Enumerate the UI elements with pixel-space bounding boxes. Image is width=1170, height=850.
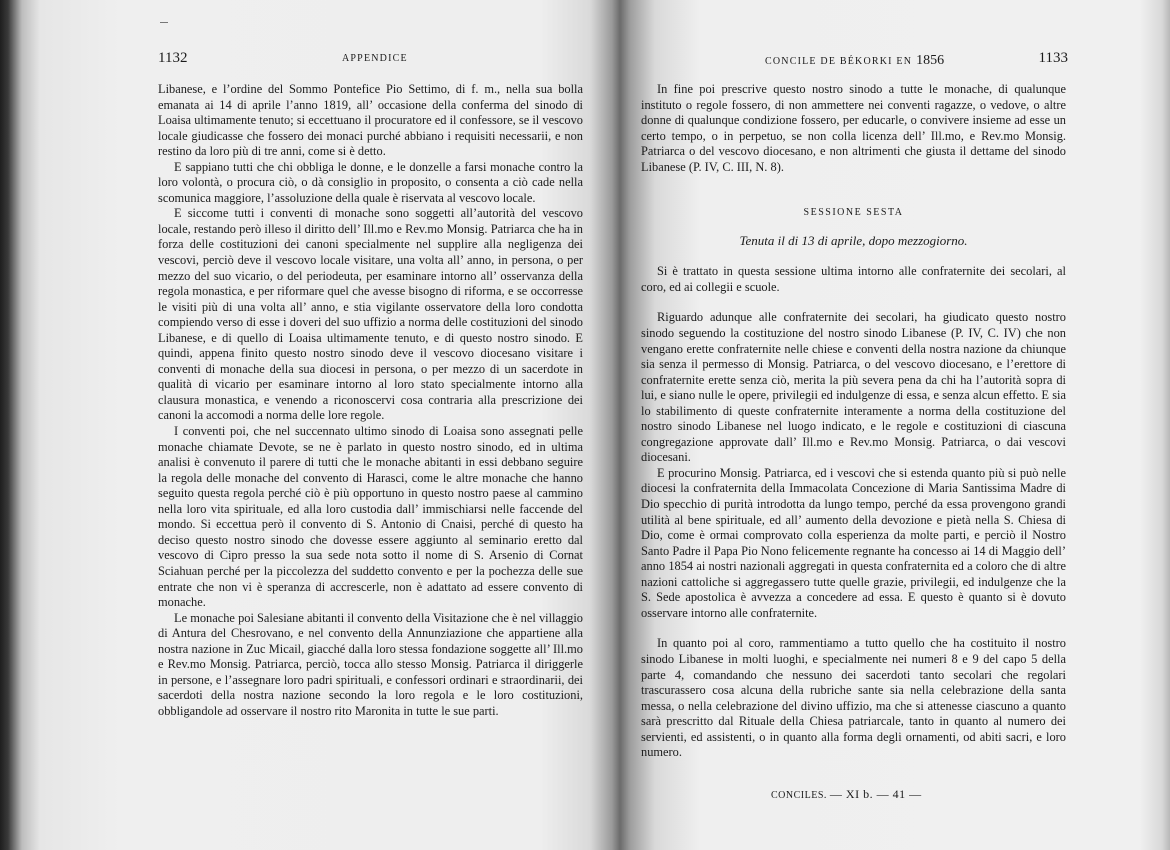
right-page-body: [641, 82, 1066, 761]
right-paragraph-3: E procurino Monsig. Patriarca, ed i vescovi che si estenda quanto più si può nelle diocesi la confraternita della Immacolata Concezione di Maria Santissima Madre di Dio specchio di purità introdotta da lungo tempo, perché da essa provengono grandi utilità al bene spirituale, ed all’ aumento della devozione e pietà nella S. Chiesa di Dio, come è ormai comprovato colla esperienza da molte parti, e perciò il Nostro Santo Padre il Papa Pio Nono felicemente regnante ha concesso ai 14 di Maggio dell’ anno 1854 ai nostri nazionali aggregati in questa confraternita ed a coloro che di altre nazioni cattoliche si aggregassero tutte quelle grazie, privilegii, ed indulgenze che la S. Sede apostolica è avvezza a concedere ad essa. E questo è quanto si è dovuto osservare intorno alle confraternite.: [641, 465, 1066, 620]
left-paragraph-3: E siccome tutti i conventi di monache sono soggetti all’autorità del vescovo locale, restando però illeso il diritto dell’ Ill.mo e Rev.mo Monsig. Patriarca che ha in forza delle costituzioni dei canoni specialmente nel supplire alla negligenza dei vescovi, perciò deve il vescovo locale visitare, una volta all’ anno, in persona, o per mezzo del suo vicario, o del periodeuta, per esaminare intorno all’ osservanza della regola monastica, e per riformare quel che avesse bisogno di riforma, e se occorresse le visiti più di una volta all’ anno, e stia vigilante osservatore della loro condotta compiendo verso di esse i doveri del suo uffizio a norma delle costituzioni del sinodo Libanese, e di quello di Loaisa ultimamente tenuto, e di questo nostro sinodo. E quindi, appena finito questo nostro sinodo deve il vescovo diocesano visitare i conventi di monache della sua diocesi in persona, o per mezzo di un sacerdote in qualità di vicario per esaminare intorno al loro stato specialmente intorno alla clausura monastica, e venendo a riconoscervi cosa contraria alla prescrizione dei canoni la accomodi a norma delle lore regole.: [158, 206, 583, 423]
right-intro-paragraph: In fine poi prescrive questo nostro sinodo a tutte le monache, di qualunque instituto o regole fossero, di non ammettere nei conventi ragazze, o vedove, o altre donne di qualunque condizione fossero, per educarle, o convivere insieme ad esse un certo tempo, o in perpetuo, se non colla licenza dell’ Ill.mo, e Rev.mo Monsig. Patriarca o del vescovo diocesano, e non altrimenti che giusta il dettame del sinodo Libanese (P. IV, C. III, N. 8).: [641, 82, 1066, 174]
section-subtitle: Tenuta il di 13 di aprile, dopo mezzogiorno.: [739, 232, 968, 248]
section-title: SESSIONE SESTA: [803, 207, 904, 219]
left-paragraph-4: I conventi poi, che nel succennato ultimo sinodo di Loaisa sono assegnati pelle monache chiamate Devote, se ne è parlato in questo nostro sinodo, ed in ultima analisi è convenuto il parere di tutti che le monache abitanti in essi debbano seguire la regola delle monache del convento di Harasci, come le altre monache che hanno seguito questa regola perché ciò è più opportuno in questo nostro paese al cammino nella loro vita spirituale, ed alla loro custodia dall’ immischiarsi nelle faccende del mondo. Si eccettua però il convento di S. Antonio di Cnaisi, perché di questo ha deciso questo nostro sinodo che dovesse essere aggiunto al seminario eretto dal vescovo di Cipro presso la sua sede nota sotto il nome di S. Arsenio di Cornat Sciahuan perché per la piccolezza del suddetto convento e per la pochezza delle sue entrate che non vi è speranza di accrescerle, non è adattato ad essere convento di monache.: [158, 424, 583, 610]
footer-volume: — XI b. — 41 —: [829, 787, 922, 801]
left-page-header: [158, 50, 583, 72]
right-running-head: [765, 53, 944, 69]
page-footer: [771, 787, 922, 802]
right-page-number: 1133: [1038, 50, 1068, 66]
left-paragraph-2: E sappiano tutti che chi obbliga le donne, e le donzelle a farsi monache contro la loro volontà, o procura ciò, o dà consiglio in proposito, o consenta a ciò cade nella scomunica maggiore, l’assoluzione della quale è riservata al vescovo locale.: [158, 159, 583, 205]
left-page-body: [158, 82, 583, 719]
footer-label: CONCILES.: [771, 790, 827, 801]
running-head-title: CONCILE DE BÉKORKI EN: [765, 56, 913, 67]
right-paragraph-1: Si è trattato in questa sessione ultima intorno alle confraternite dei secolari, al coro, ed ai collegii e scuole.: [641, 264, 1066, 294]
left-paragraph-1: Libanese, e l’ordine del Sommo Pontefice Pio Settimo, di f. m., nella sua bolla emanata ai 14 di aprile l’anno 1819, all’ occasione della conferma del sinodo di Loaisa ultimamente tenuto; si eccettuano il procuratore ed il confessore, se il vescovo locale giudicasse che fossero dei monaci purché abbiano i requisiti necessarii, e non restino da loro più di tre anni, come si è detto.: [158, 82, 583, 159]
left-running-head: APPENDICE: [342, 53, 408, 64]
page-mark: [160, 22, 168, 23]
left-paragraph-5: Le monache poi Salesiane abitanti il convento della Visitazione che è nel villaggio di Antura del Chesrovano, e nel convento della Annunziazione che appartiene alla nostra nazione in Zuc Micail, giacché dalla loro stessa fondazione soggette all’ Ill.mo e Rev.mo Monsig. Patriarca, perciò, tocca allo stesso Monsig. Patriarca il diriggerle in persone, e l’assegnare loro padri spirituali, e confessori ordinari e straordinarii, dei sacerdoti della nostra nazione secondo la loro regola e le loro costituzioni, obbligandole ad osservare il nostro rito Maronita in tutte le sue parti.: [158, 610, 583, 718]
left-page-number: 1132: [158, 50, 188, 66]
right-page-header: [641, 50, 1066, 72]
running-head-year: 1856: [916, 53, 945, 68]
right-paragraph-2: Riguardo adunque alle confraternite dei secolari, ha giudicato questo nostro sinodo seguendo la costituzione del nostro sinodo Libanese (P. IV, C. IV) che non vengano erette confraternite nelle chiese e conventi della nostra nazione da chiunque sia senza il permesso di Monsig. Patriarca, o del vescovo diocesano, e l’erettore di confraternite erette senza ciò, merita la più severa pena da chi ha l’autorità sopra di lui, e siano nulle le opere, privilegii ed indulgenze di essa, e senza alcun effetto. E sia lo stabilimento di queste confraternite interamente a norma della costituzione del nostro sinodo Libanese nel luogo indicato, e le regole e costituzioni di ciascuna congregazione approvate dall’ Ill.mo e Rev.mo Monsig. Patriarca, o dai vescovi diocesani.: [641, 310, 1066, 465]
right-paragraph-4: In quanto poi al coro, rammentiamo a tutto quello che ha costituito il nostro sinodo Libanese in molti luoghi, e specialmente nei numeri 8 e 9 del capo 5 della parte 4, comandando che nessuno dei sacerdoti tanto secolari che regolari trascurassero cosa alcuna della rubriche sante sia nella celebrazione della santa messa, o nella celebrazione del divino uffizio, ma che si attenesse ciascuno a quanto sarà prescritto dal Rituale della Chiesa patriarcale, tanto in quanto al numero dei servienti, ed assistenti, o in quanto alla forma degli ornamenti, od abiti sacri, e loro numero.: [641, 636, 1066, 760]
